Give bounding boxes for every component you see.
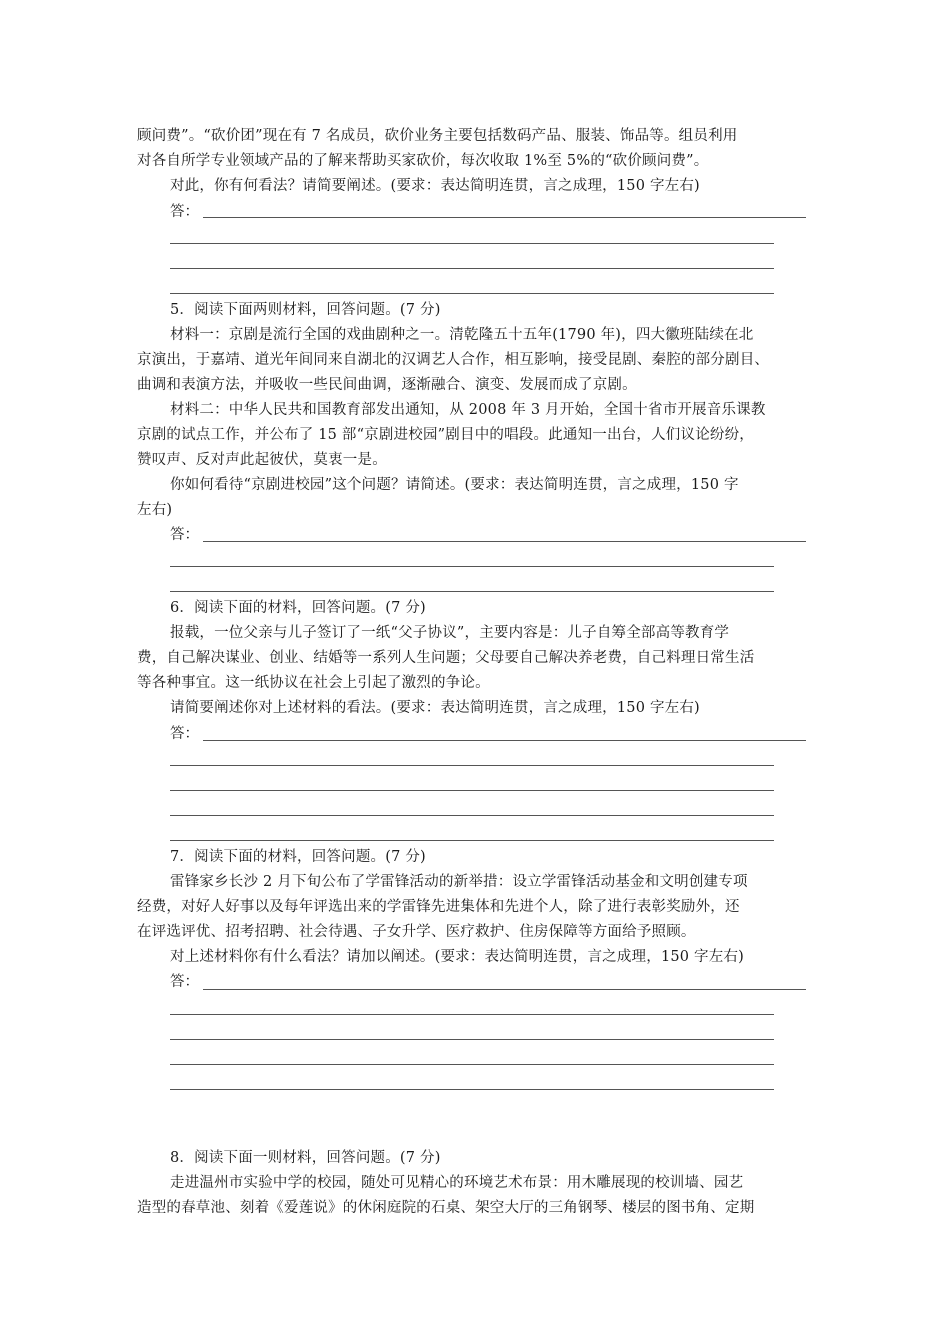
answer-line[interactable] <box>170 1064 774 1065</box>
answer-line[interactable] <box>203 217 806 218</box>
answer-line[interactable] <box>170 243 774 244</box>
q5-line-5: 京剧的试点工作，并公布了 15 部“京剧进校园”剧目中的唱段。此通知一出台，人们议论纷纷， <box>137 427 754 443</box>
q6-line-3: 等各种事宜。这一纸协议在社会上引起了激烈的争论。 <box>137 675 490 691</box>
answer-line[interactable] <box>170 765 774 766</box>
answer-line[interactable] <box>170 1039 774 1040</box>
answer-line[interactable] <box>170 790 774 791</box>
answer-line[interactable] <box>170 840 774 841</box>
q8-heading: 8．阅读下面一则材料，回答问题。(7 分) <box>170 1150 441 1166</box>
q5-line-1: 材料一：京剧是流行全国的戏曲剧种之一。清乾隆五十五年(1790 年)，四大徽班陆续在北 <box>170 327 754 343</box>
answer-line[interactable] <box>170 293 774 294</box>
q7-line-1: 雷锋家乡长沙 2 月下旬公布了学雷锋活动的新举措：设立学雷锋活动基金和文明创建专项 <box>170 874 748 890</box>
intro-line-2: 对各自所学专业领域产品的了解来帮助买家砍价，每次收取 1%至 5%的“砍价顾问费”。 <box>137 153 709 169</box>
answer-line[interactable] <box>170 1089 774 1090</box>
q7-line-4: 对上述材料你有什么看法？请加以阐述。(要求：表达简明连贯，言之成理，150 字左右) <box>170 949 744 965</box>
q6-line-2: 费，自己解决谋业、创业、结婚等一系列人生问题；父母要自己解决养老费，自己料理日常生活 <box>137 650 755 666</box>
q7-line-2: 经费，对好人好事以及每年评选出来的学雷锋先进集体和先进个人，除了进行表彰奖励外，还 <box>137 899 740 915</box>
q5-answer-label: 答： <box>170 527 199 543</box>
answer-line[interactable] <box>203 740 806 741</box>
answer-line[interactable] <box>203 541 806 542</box>
q5-line-6: 赞叹声、反对声此起彼伏，莫衷一是。 <box>137 452 387 468</box>
q5-line-2: 京演出，于嘉靖、道光年间同来自湖北的汉调艺人合作，相互影响，接受昆剧、秦腔的部分剧目、 <box>137 352 770 368</box>
answer-line[interactable] <box>170 1014 774 1015</box>
intro-line-1: 顾问费”。“砍价团”现在有 7 名成员，砍价业务主要包括数码产品、服装、饰品等。组员利用 <box>137 128 738 144</box>
q7-line-3: 在评选评优、招考招聘、社会待遇、子女升学、医疗救护、住房保障等方面给予照顾。 <box>137 924 696 940</box>
q8-line-2: 造型的春草池、刻着《爱莲说》的休闲庭院的石桌、架空大厅的三角钢琴、楼层的图书角、定期 <box>137 1200 755 1216</box>
q6-line-1: 报载，一位父亲与儿子签订了一纸“父子协议”，主要内容是：儿子自筹全部高等教育学 <box>170 625 730 641</box>
answer-line[interactable] <box>170 566 774 567</box>
answer-line[interactable] <box>203 989 806 990</box>
q8-line-1: 走进温州市实验中学的校园，随处可见精心的环境艺术布景：用木雕展现的校训墙、园艺 <box>170 1175 744 1191</box>
answer-line[interactable] <box>170 268 774 269</box>
answer-line[interactable] <box>170 591 774 592</box>
q5-line-7: 你如何看待“京剧进校园”这个问题？请简述。(要求：表达简明连贯，言之成理，150 字 <box>170 477 739 493</box>
q5-line-8: 左右) <box>137 502 173 518</box>
intro-prompt: 对此，你有何看法？请简要阐述。(要求：表达简明连贯，言之成理，150 字左右) <box>170 178 700 194</box>
intro-answer-label: 答： <box>170 204 199 220</box>
q5-line-4: 材料二：中华人民共和国教育部发出通知，从 2008 年 3 月开始，全国十省市开展音乐课教 <box>170 402 766 418</box>
answer-line[interactable] <box>170 815 774 816</box>
q6-answer-label: 答： <box>170 726 199 742</box>
q7-heading: 7．阅读下面的材料，回答问题。(7 分) <box>170 849 426 865</box>
q5-line-3: 曲调和表演方法，并吸收一些民间曲调，逐渐融合、演变、发展而成了京剧。 <box>137 377 637 393</box>
q6-heading: 6．阅读下面的材料，回答问题。(7 分) <box>170 600 426 616</box>
q5-heading: 5．阅读下面两则材料，回答问题。(7 分) <box>170 302 441 318</box>
q6-line-4: 请简要阐述你对上述材料的看法。(要求：表达简明连贯，言之成理，150 字左右) <box>170 700 700 716</box>
q7-answer-label: 答： <box>170 974 199 990</box>
